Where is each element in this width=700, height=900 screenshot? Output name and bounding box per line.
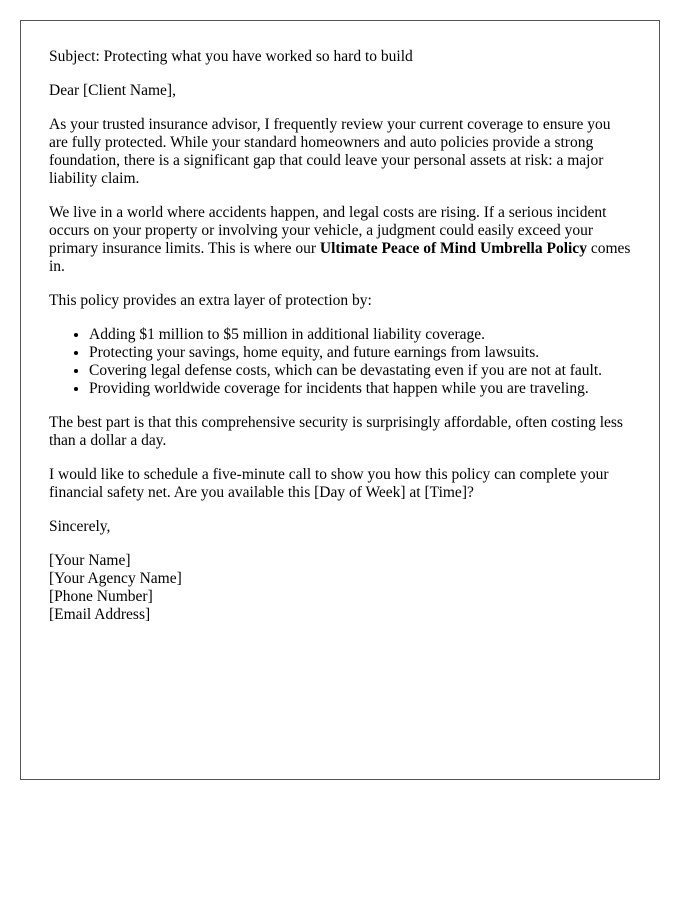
paragraph-liability-risk-text: We live in a world where accidents happen, and legal costs are rising. If a serious incident occurs on your property or involving your vehicle, a judgment could easily exceed your primary insurance limits. This is where our [49,204,607,257]
benefit-item: • Protecting your savings, home equity, and future earnings from lawsuits. [89,344,631,362]
paragraph-liability-risk-end: comes in. [49,240,631,275]
closing: Sincerely, [49,518,111,535]
policy-name: Ultimate Peace of Mind Umbrella Policy [319,240,587,257]
signature-email: [Email Address] [49,606,151,623]
subject-line: Subject: Protecting what you have worked so hard to build [49,48,413,65]
paragraph-affordability: The best part is that this comprehensive security is surprisingly affordable, often costing less than a dollar a day. [49,414,623,449]
signature-agency: [Your Agency Name] [49,570,182,587]
letter-page [20,20,660,780]
benefit-item: • Covering legal defense costs, which can be devastating even if you are not at fault. [89,362,631,380]
signature-block [49,552,631,624]
greeting: Dear [Client Name], [49,82,176,99]
signature-phone: [Phone Number] [49,588,153,605]
benefits-list [49,326,631,398]
benefit-item: • Adding $1 million to $5 million in additional liability coverage. [89,326,631,344]
signature-name: [Your Name] [49,552,131,569]
paragraph-call-to-action: I would like to schedule a five-minute call to show you how this policy can complete your financial safety net. Are you available this [Day of Week] at [Time]? [49,466,609,501]
paragraph-coverage-review: As your trusted insurance advisor, I frequently review your current coverage to ensure you are fully protected. While your standard homeowners and auto policies provide a strong foundation, there is a significant gap that could leave your personal assets at risk: a major liability claim. [49,116,611,187]
paragraph-protection-intro: This policy provides an extra layer of protection by: [49,292,372,309]
paragraph-liability-risk [49,204,631,276]
benefit-item: • Providing worldwide coverage for incidents that happen while you are traveling. [89,380,631,398]
